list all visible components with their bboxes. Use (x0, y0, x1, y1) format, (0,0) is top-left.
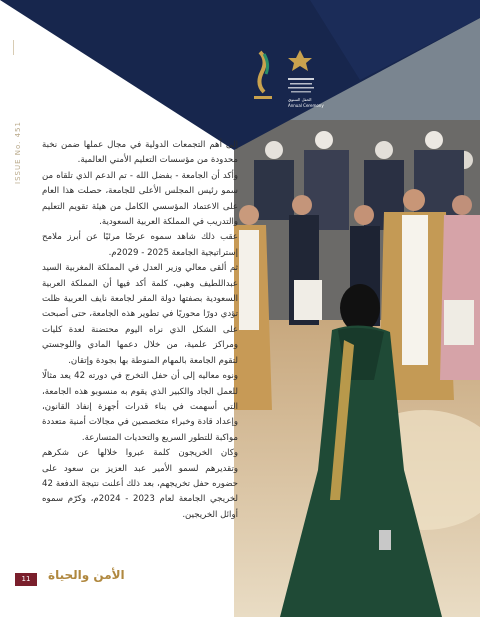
paragraph: إلى أهم التجمعات الدولية في مجال عملها ضمن نخبة محدودة من مؤسسات التعليم الأمني العالمية. (42, 140, 238, 166)
paragraph: وأكد أن الجامعة - بفضل الله - تم الدعم الذي تلقاه من سمو رئيس المجلس الأعلى للجامعة، حصلت هذا العام على الاعتماد المؤسسي الكامل من هيئة تقويم التعليم والتدريب في المملكة العربية السعودية. (42, 170, 238, 228)
issue-label-vertical (8, 60, 20, 200)
ceremony-caption: Annual Ceremony (288, 103, 324, 108)
ceremony-caption-ar: الحفل السنوي (288, 97, 312, 102)
paragraph: ونوه معاليه إلى أن حفل التخرج في دورته 42 يعد مثالًا للعمل الجاد والكبير الذي يقوم به منسوبو هذه الجامعة، التي أسهمت في بناء قدرات أجهزة إنفاذ القانون، وإعداد قادة وخبراء متخصصين في مجالات أمنية متعددة مواكبة للتطور السريع والتحديات المتسارعة. (42, 371, 238, 443)
issue-number: ISSUE No. 451 (14, 121, 22, 184)
page-number: 11 (15, 573, 37, 586)
side-divider (13, 40, 14, 55)
paragraph: ثم ألقى معالي وزير العدل في المملكة المغربية السيد عبداللطيف وهبي، كلمة أكد فيها أن المملكة العربية السعودية بصفتها دولة المقر لجامعة نايف العربية ظلت تؤدي دورًا محوريًا في تطوير هذه الجامعة، حتى أصبحت على الشكل الذي نراه اليوم محتضنة لعدة كليات ومراكز علمية، من خلال دعمها المادي واللوجستي لتقوم الجامعة بالمهام المنوطة بها بجودة وإتقان. (42, 263, 238, 366)
university-emblem-icon (288, 50, 314, 93)
magazine-name: الأمن والحياة (48, 568, 125, 582)
university-logos (248, 40, 328, 120)
article-body (42, 138, 238, 523)
paragraph: وكان الخريجون كلمة عبروا خلالها عن شكرهم وتقديرهم لسمو الأمير عبد العزيز بن سعود على حضوره حفل تخريجهم، بعد ذلك أعلنت نتيجة الدفعة 42 لخريجي الجامعة لعام 2023 - 2024م، وكرّم سموه أوائل الخريجين. (42, 448, 238, 520)
paragraph: عقب ذلك شاهد سموه عرضًا مرئيًا عن أبرز ملامح إستراتيجية الجامعة 2025 - 2029م. (42, 232, 238, 258)
graduation-logo-icon (254, 52, 272, 99)
